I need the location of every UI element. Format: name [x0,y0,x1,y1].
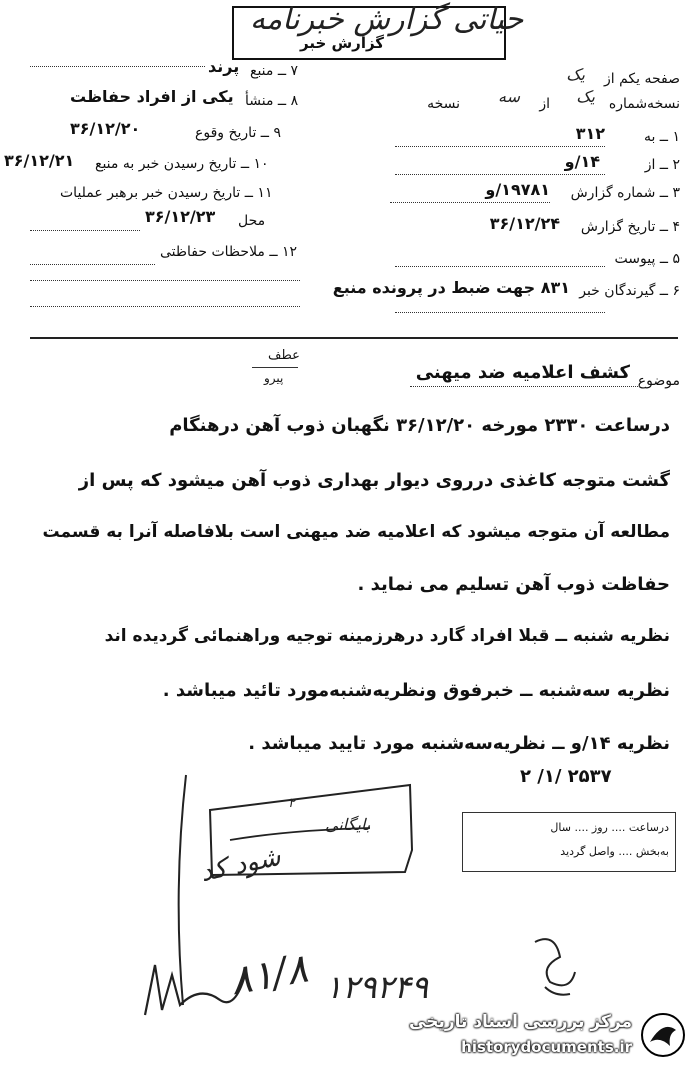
subject-side-bottom: پیرو [264,371,284,385]
handwritten-number: ۱۲۹۲۴۹ [325,968,429,1006]
field-11-value: ۳۶/۱۲/۲۳ [145,207,216,226]
body-line-4: حفاظت ذوب آهن تسلیم می نماید . [357,574,670,595]
field-2-label: ۲ ــ از [644,157,680,173]
subject-side-divider [252,367,298,368]
field-1-label: ۱ ــ به [643,129,680,145]
field-9-value: ۳۶/۱۲/۲۰ [70,119,141,138]
handwritten-note: شود کد [197,841,284,889]
field-3-value: ۱۹۷۸۱/و [485,180,550,199]
field-9-label: ۹ ــ تاریخ وقوع [195,125,281,141]
date-stamp: ۲ /۱/ ۲۵۳۷ [520,766,612,787]
field-10-label: ۱۰ ــ تاریخ رسیدن خبر به منبع [95,156,269,172]
body-line-6: نظریه سه‌شنبه ــ خبرفوق ونظریه‌شنبه‌مورد تائید میباشد . [162,680,670,701]
field-2-value: ۱۴/و [564,152,600,171]
copy-hand: یک [576,87,595,106]
field-12-label: ۱۲ ــ ملاحظات حفاظتی [160,244,298,260]
report-title-handwritten: حیاتی گزارش خبرنامه [250,2,524,37]
copy-of: از [539,96,550,112]
field-4-label: ۴ ــ تاریخ گزارش [580,219,680,235]
field-1-value: ۳۱۲ [575,124,605,143]
footer-org: مرکز بررسی اسناد تاریخی [409,1012,632,1032]
field-8-label: ۸ ــ منشأ [245,93,299,109]
signature-right [525,932,585,1002]
field-11-label: ۱۱ ــ تاریخ رسیدن خبر برهبر عملیات [60,185,273,201]
footer-url: historydocuments.ir [461,1038,632,1056]
received-stamp-line1: درساعت .... روز .... سال [550,821,669,834]
field-10-value: ۳۶/۱۲/۲۱ [4,151,75,170]
subject-label: موضوع [637,373,680,389]
body-line-3: مطالعه آن متوجه میشود که اعلامیه ضد میهنی است بلافاصله آنرا به قسمت [42,522,670,542]
field-8-value: یکی از افراد حفاظت [70,87,234,106]
body-line-7: نظریه ۱۴/و ــ نظریه‌سه‌شنبه مورد تایید میباشد . [248,733,670,754]
copy-label: نسخه‌شماره [608,96,680,112]
field-3-label: ۳ ــ شماره گزارش [570,185,680,201]
report-title-printed: گزارش خبر [300,34,385,52]
subject-side-top: عطف [268,348,300,363]
signature-small: ۲ [288,796,295,811]
signature-scribble [140,955,250,1025]
archive-logo-icon [640,1012,686,1058]
signature-left: ۸۱/۸ [226,945,312,1005]
field-5-label: ۵ ــ پیوست [614,251,680,267]
body-line-2: گشت متوجه کاغذی درروی دیوار بهداری ذوب آهن میشود که پس از [78,470,670,491]
copy-suffix: نسخه [427,96,460,112]
field-7-value: پرند [208,57,240,76]
body-line-5: نظریه شنبه ــ قبلا افراد گارد درهرزمینه توجیه وراهنمائی گردیده اند [104,626,670,646]
page-hand: یک [566,65,585,84]
archive-note: بایگانی [325,815,371,834]
field-6-value: ۸۳۱ جهت ضبط در پرونده منبع [332,278,570,297]
field-11-place-label: محل [238,213,266,229]
page-label: صفحه یکم از [603,71,680,87]
header-divider [30,337,678,339]
subject-value: کشف اعلامیه ضد میهنی [415,362,630,383]
received-stamp [462,812,676,872]
field-6-label: ۶ ــ گیرندگان خبر [579,283,680,299]
field-7-label: ۷ ــ منبع [250,63,299,79]
received-stamp-line2: به‌بخش .... واصل گردید [560,845,669,858]
body-line-1: درساعت ۲۳۳۰ مورخه ۳۶/۱۲/۲۰ نگهبان ذوب آهن درهنگام [169,415,670,436]
field-4-value: ۳۶/۱۲/۲۴ [489,214,560,233]
copy-of-hand: سه [498,87,520,106]
